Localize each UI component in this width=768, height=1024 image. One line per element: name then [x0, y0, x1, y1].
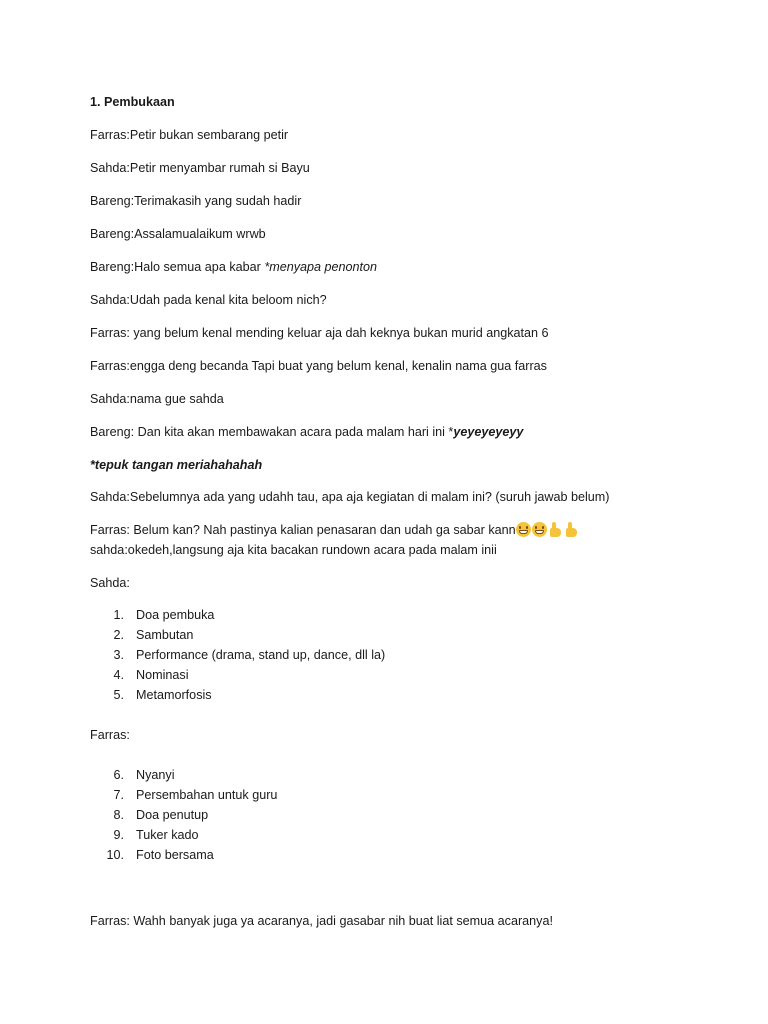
dialogue-line: Sahda:Sebelumnya ada yang udahh tau, apa aja kegiatan di malam ini? (suruh jawab belum)	[90, 490, 610, 504]
dialogue-line: Bareng:Terimakasih yang sudah hadir	[90, 194, 302, 208]
section-heading: 1. Pembukaan	[90, 95, 175, 109]
thumbs-up-icon	[548, 522, 562, 537]
stage-direction: *menyapa penonton	[264, 260, 378, 274]
thumbs-up-icon	[564, 522, 578, 537]
dialogue-line: Bareng:Assalamualaikum wrwb	[90, 227, 266, 241]
stage-direction-tepuk: *tepuk tangan meriahahahah	[90, 458, 263, 472]
dialogue-line-acara	[90, 424, 523, 440]
dialogue-line: Sahda:Udah pada kenal kita beloom nich?	[90, 293, 327, 307]
dialogue-line: Farras: yang belum kenal mending keluar aja dah keknya bukan murid angkatan 6	[90, 326, 549, 340]
dialogue-line: Farras:Petir bukan sembarang petir	[90, 128, 289, 142]
belum-kan-text: Farras: Belum kan? Nah pastinya kalian penasaran dan udah ga sabar kann	[90, 523, 516, 537]
acara-text: Bareng: Dan kita akan membawakan acara pada malam hari ini *	[90, 425, 454, 439]
dialogue-line: Sahda:nama gue sahda	[90, 392, 224, 406]
cheer-text: yeyeyeyeyy	[453, 425, 524, 439]
dialogue-line-closing: Farras: Wahh banyak juga ya acaranya, jadi gasabar nih buat liat semua acaranya!	[90, 914, 553, 928]
dialogue-line-halo	[90, 259, 377, 275]
grin-icon	[532, 522, 547, 537]
dialogue-line: Farras:engga deng becanda Tapi buat yang belum kenal, kenalin nama gua farras	[90, 359, 547, 373]
speaker-label-sahda: Sahda:	[90, 576, 130, 590]
speaker-label-farras: Farras:	[90, 728, 130, 742]
halo-text: Bareng:Halo semua apa kabar	[90, 260, 265, 274]
document-page: 1. Pembukaan Farras:Petir bukan sembarang petir Sahda:Petir menyambar rumah si Bayu Bareng:Terimakasih yang sudah hadir Bareng:Assalamualaikum wrwb Bareng:Halo semua apa kabar *menyapa penonton Sahda:Udah pada kenal kita beloom nich? Farras: yang belum kenal mending keluar aja dah keknya bukan murid angkatan 6 Farras:engga deng becanda Tapi buat yang belum kenal, kenalin nama gua farras Sahda:nama gue sahda Bareng: Dan kita akan membawakan acara pada malam hari ini *yeyeyeyeyy *tepuk tangan meriahahahah Sahda:Sebelumnya ada yang udahh tau, apa aja kegiatan di malam ini? (suruh jawab belum) Farras: Belum kan? Nah pastinya kalian penasaran dan udah ga sabar kann sahda:okedeh,langsung aja kita bacakan rundown acara pada malam inii Sahda: 1. Doa pembuka 2. Sambutan 3. Performance (drama, stand up, dance, dll la) 4. Nominasi 5. Metamorfosis Farras: 6. Nyanyi 7. Persembahan untuk guru 8. Doa penutup 9. Tuker kado 10. Foto bersama Farras: Wahh banyak juga ya acaranya, jadi gasabar nih buat liat semua acaranya!	[90, 95, 610, 928]
dialogue-line-belum-kan	[90, 522, 580, 538]
dialogue-line: Sahda:Petir menyambar rumah si Bayu	[90, 161, 310, 175]
grin-icon	[516, 522, 531, 537]
dialogue-line: sahda:okedeh,langsung aja kita bacakan rundown acara pada malam inii	[90, 543, 497, 557]
